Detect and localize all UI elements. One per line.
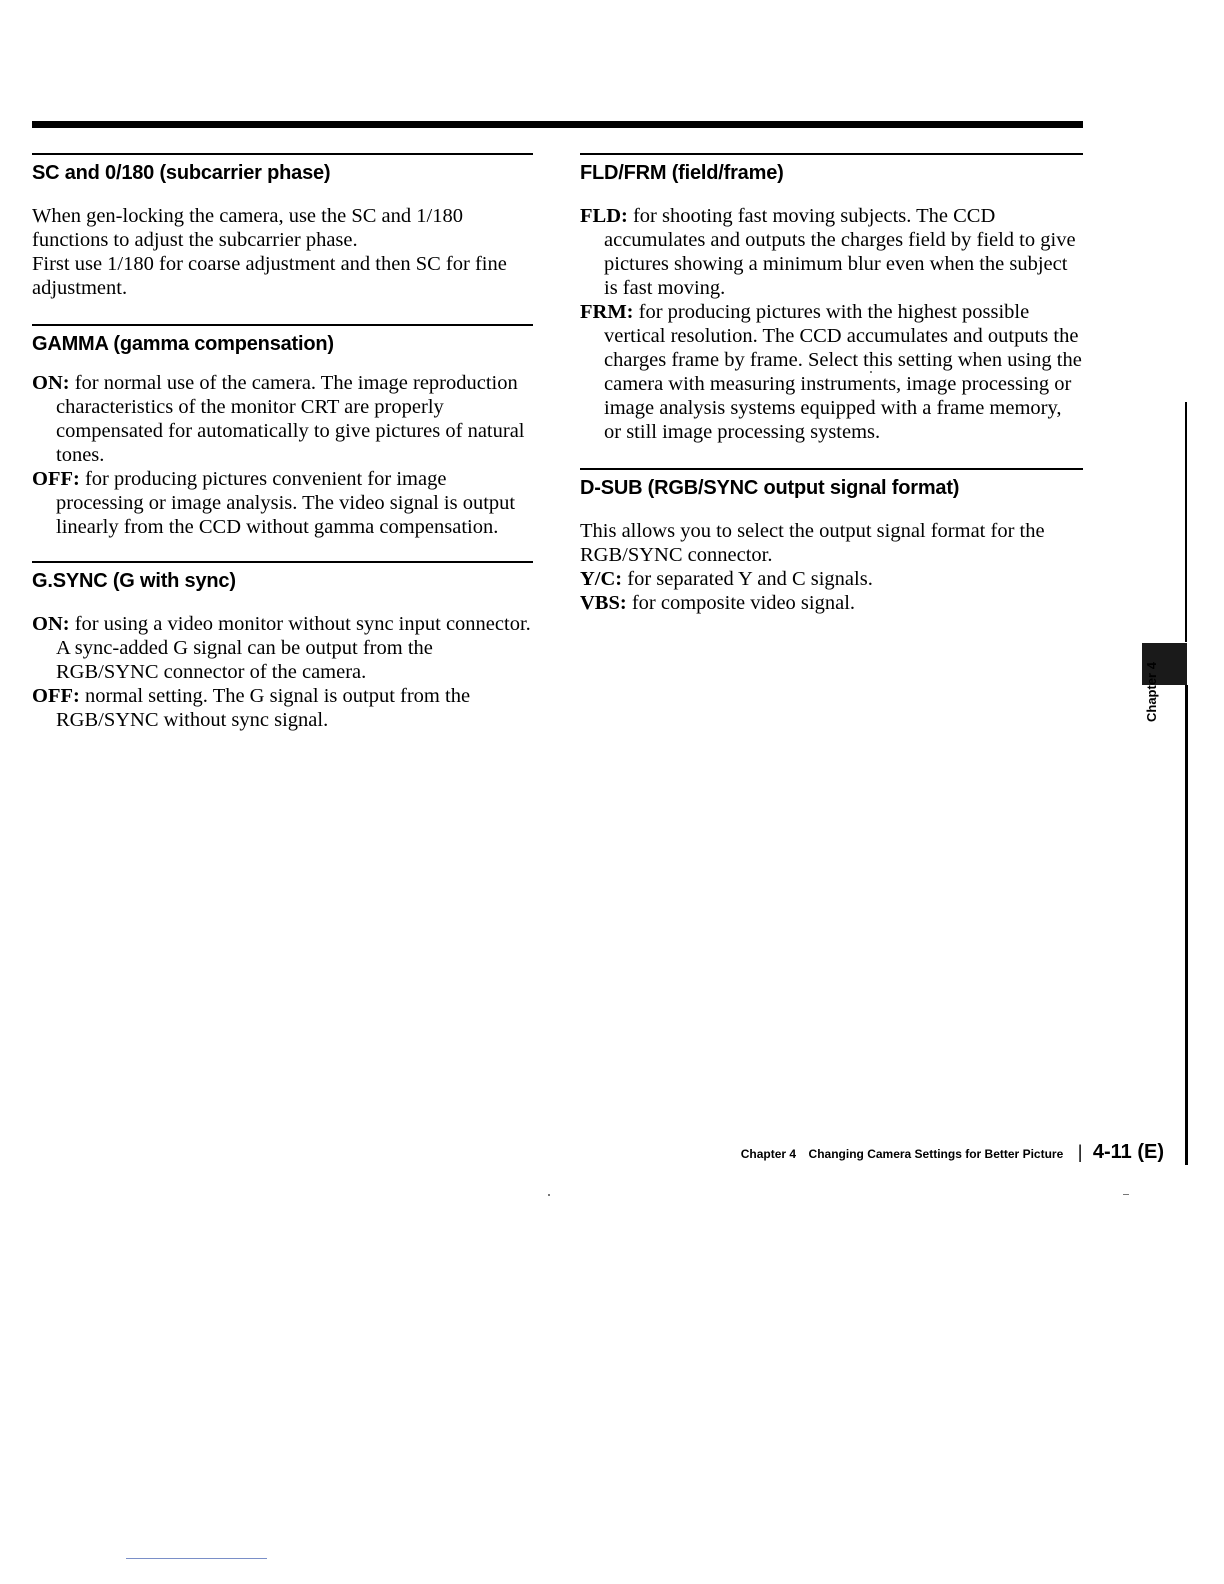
term-label: FLD:	[580, 205, 628, 227]
term-label: Y/C:	[580, 568, 623, 590]
term-text: for shooting fast moving subjects. The CCD accumulates and outputs the charges field by field to give pictures showing a minimum blur even when the subject is fast moving.	[604, 205, 1076, 299]
term-item	[580, 591, 1083, 615]
section-heading: GAMMA (gamma compensation)	[32, 333, 334, 355]
term-label: FRM:	[580, 301, 634, 323]
term-label: OFF:	[32, 468, 80, 490]
term-label: VBS:	[580, 592, 627, 614]
section-heading: G.SYNC (G with sync)	[32, 570, 236, 592]
section-rule	[32, 561, 533, 563]
term-item	[580, 567, 1083, 591]
section-body	[32, 612, 533, 732]
section-heading: FLD/FRM (field/frame)	[580, 162, 784, 184]
scan-edge-line	[126, 1558, 267, 1559]
paragraph: First use 1/180 for coarse adjustment and then SC for fine adjustment.	[32, 253, 507, 299]
paragraph: When gen-locking the camera, use the SC and 1/180 functions to adjust the subcarrier phase.	[32, 205, 463, 251]
scan-speck	[1123, 1194, 1129, 1195]
term-item	[32, 612, 533, 684]
section-rule	[32, 324, 533, 326]
term-text: normal setting. The G signal is output from the RGB/SYNC without sync signal.	[56, 685, 471, 731]
term-label: ON:	[32, 613, 70, 635]
term-item	[32, 684, 533, 732]
page-number: 4-11 (E)	[1092, 1141, 1164, 1163]
section-fldfrm	[580, 153, 1083, 444]
term-item	[580, 300, 1083, 444]
term-text: for normal use of the camera. The image reproduction characteristics of the monitor CRT are properly compensated for automatically to give pictures of natural tones.	[56, 372, 525, 466]
right-column	[580, 128, 1083, 615]
term-item	[32, 371, 533, 467]
footer-chapter: Chapter 4	[740, 1147, 797, 1161]
footer-separator: |	[1077, 1142, 1083, 1162]
section-body	[32, 371, 533, 539]
section-rule	[32, 153, 533, 155]
section-rule	[580, 468, 1083, 470]
term-item	[32, 467, 533, 539]
page-footer	[741, 1141, 1164, 1164]
section-heading: SC and 0/180 (subcarrier phase)	[32, 162, 331, 184]
scan-speck	[870, 371, 872, 373]
left-column	[32, 128, 533, 732]
section-body	[580, 204, 1083, 444]
term-text: for producing pictures with the highest possible vertical resolution. The CCD accumulates and outputs the charges frame by frame. Select this setting when using the camera with measuring instruments, image processing or image analysis systems equipped with a frame memory, or still image processing systems.	[604, 301, 1082, 443]
section-dsub	[580, 468, 1083, 615]
term-item	[580, 204, 1083, 300]
term-label: ON:	[32, 372, 70, 394]
section-heading: D-SUB (RGB/SYNC output signal format)	[580, 477, 960, 499]
margin-line-lower	[1185, 685, 1188, 1165]
paragraph: This allows you to select the output signal format for the RGB/SYNC connector.	[580, 520, 1045, 566]
term-text: for using a video monitor without sync input connector. A sync-added G signal can be output from the RGB/SYNC connector of the camera.	[56, 613, 531, 683]
term-text: for composite video signal.	[631, 592, 856, 614]
section-body	[32, 204, 533, 300]
term-label: OFF:	[32, 685, 80, 707]
footer-title: Changing Camera Settings for Better Picture	[808, 1147, 1064, 1161]
section-sc	[32, 153, 533, 300]
section-gamma	[32, 324, 533, 539]
term-text: for separated Y and C signals.	[627, 568, 873, 590]
section-gsync	[32, 561, 533, 732]
section-body	[580, 519, 1083, 615]
margin-line-upper	[1185, 402, 1187, 642]
term-text: for producing pictures convenient for image processing or image analysis. The video signal is output linearly from the CCD without gamma compensation.	[56, 468, 516, 538]
top-rule	[32, 121, 1083, 128]
chapter-side-label: Chapter 4	[1144, 662, 1159, 722]
scan-speck	[548, 1194, 550, 1196]
section-rule	[580, 153, 1083, 155]
